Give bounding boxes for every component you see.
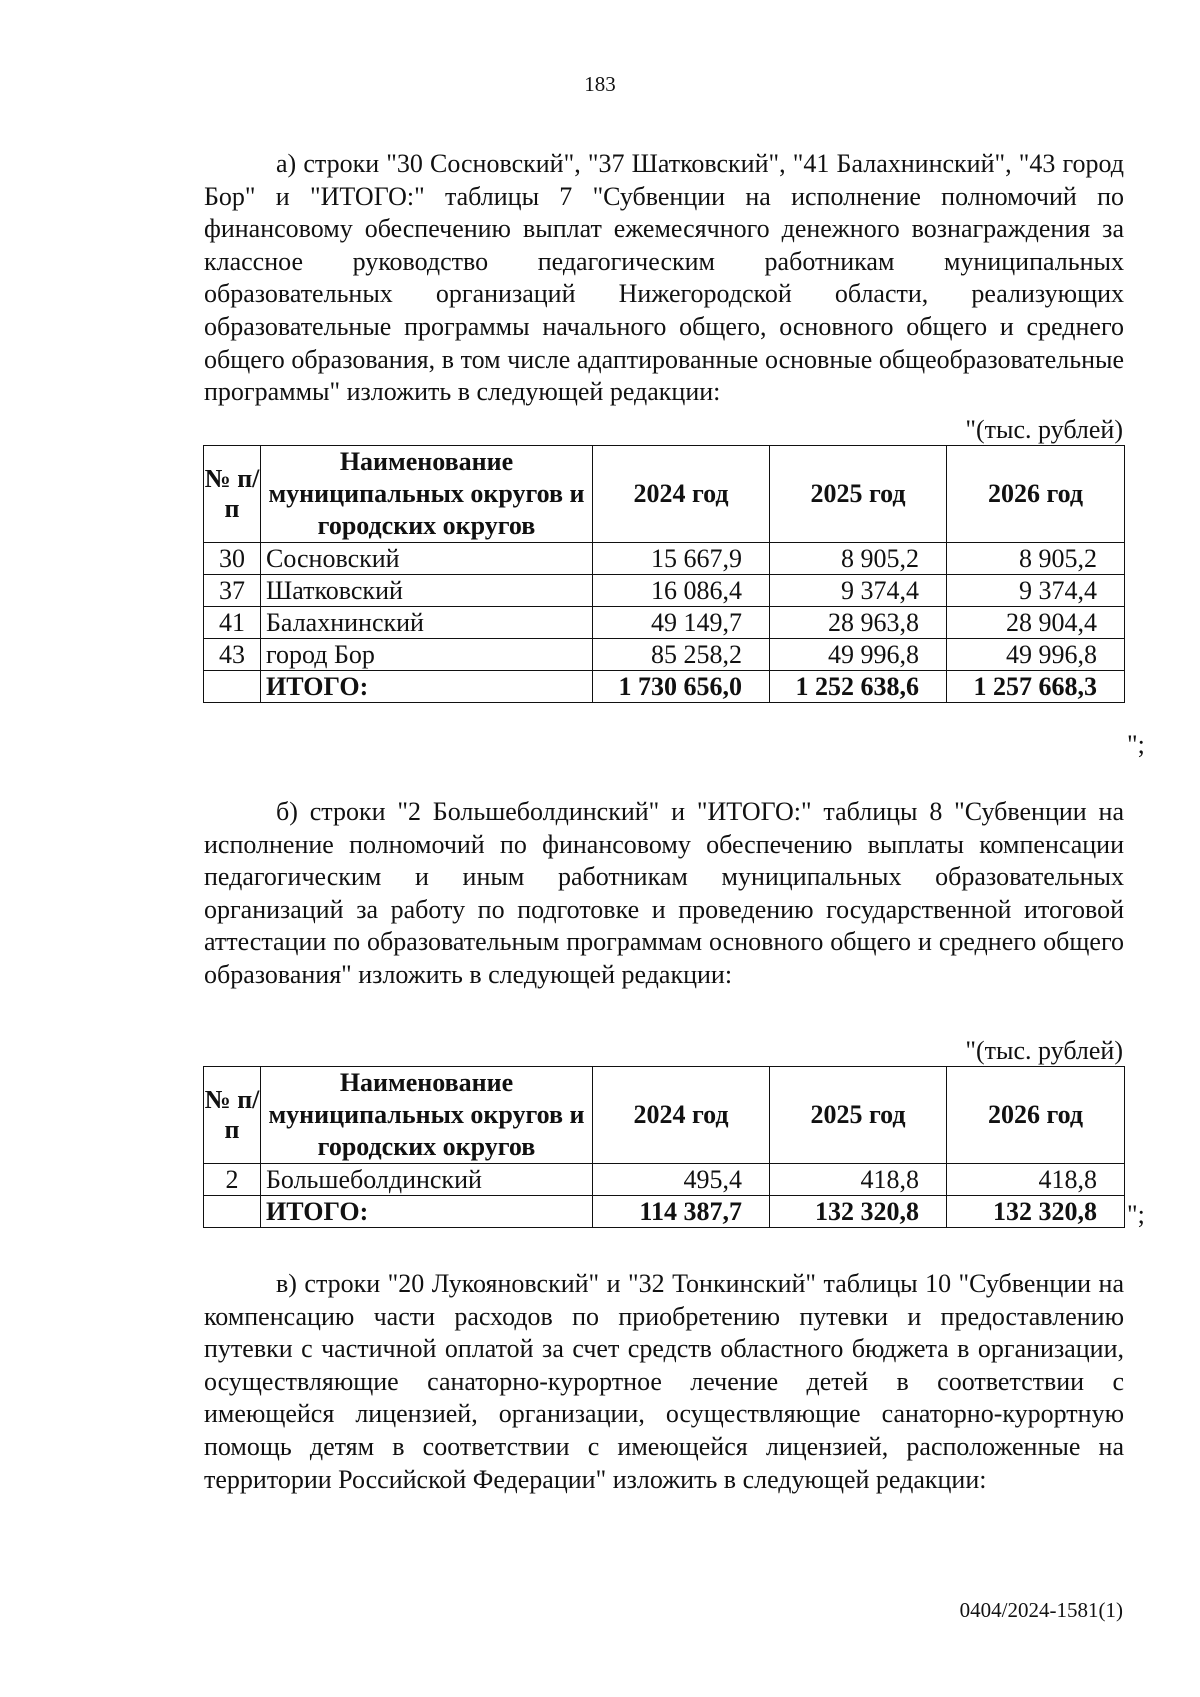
total-label: ИТОГО: [261,671,593,703]
paragraph-b: б) строки "2 Большеболдинский" и "ИТОГО:" таблицы 8 "Субвенции на исполнение полномочий по финансовому обеспечению выплаты компенсации педагогическим и иным работникам муниципальных образовательных организаций за работу по подготовке и проведению государственной итоговой аттестации по образовательным программам основного общего и среднего общего образования" изложить в следующей редакции: [204,797,1124,989]
row-2025: 49 996,8 [770,639,947,671]
table-header-row [204,1067,1125,1164]
row-num: 41 [204,607,261,639]
row-name: Большеболдинский [261,1164,593,1196]
header-2026: 2026 год [947,1067,1125,1164]
table-row [204,575,1125,607]
document-code: 0404/2024-1581(1) [959,1598,1123,1622]
table-row [204,639,1125,671]
total-2025: 132 320,8 [770,1196,947,1228]
row-2026: 418,8 [947,1164,1125,1196]
row-num: 30 [204,543,261,575]
row-2026: 28 904,4 [947,607,1125,639]
row-2025: 28 963,8 [770,607,947,639]
row-2025: 418,8 [770,1164,947,1196]
header-num: № п/п [204,1067,261,1164]
row-2026: 9 374,4 [947,575,1125,607]
total-2026: 1 257 668,3 [947,671,1125,703]
table-header-row [204,446,1125,543]
row-name: город Бор [261,639,593,671]
closing-quote-table-7: "; [1127,730,1145,759]
table-row [204,607,1125,639]
row-2025: 9 374,4 [770,575,947,607]
paragraph-c: в) строки "20 Лукояновский" и "32 Тонкинский" таблицы 10 "Субвенции на компенсацию части расходов по приобретению путевки и предоставлению путевки с частичной оплатой за счет средств областного бюджета в организации, осуществляющие санаторно-курортное лечение детей в соответствии с имеющейся лицензией, организации, осуществляющие санаторно-курортную помощь детям в соответствии с имеющейся лицензией, расположенные на территории Российской Федерации" изложить в следующей редакции: [204,1269,1124,1494]
row-2025: 8 905,2 [770,543,947,575]
units-label-table-8: "(тыс. рублей) [965,1036,1123,1065]
total-2025: 1 252 638,6 [770,671,947,703]
header-name: Наименование муниципальных округов и городских округов [261,446,593,543]
header-2024: 2024 год [593,446,770,543]
row-name: Сосновский [261,543,593,575]
header-2024: 2024 год [593,1067,770,1164]
header-2025: 2025 год [770,1067,947,1164]
table-7 [203,445,1125,703]
row-2024: 16 086,4 [593,575,770,607]
total-2024: 114 387,7 [593,1196,770,1228]
total-num-empty [204,1196,261,1228]
row-num: 43 [204,639,261,671]
row-name: Балахнинский [261,607,593,639]
row-num: 37 [204,575,261,607]
row-2024: 495,4 [593,1164,770,1196]
total-label: ИТОГО: [261,1196,593,1228]
table-total-row [204,1196,1125,1228]
units-label-table-7: "(тыс. рублей) [965,415,1123,444]
row-num: 2 [204,1164,261,1196]
header-name: Наименование муниципальных округов и городских округов [261,1067,593,1164]
header-2026: 2026 год [947,446,1125,543]
row-2024: 15 667,9 [593,543,770,575]
paragraph-a: а) строки "30 Сосновский", "37 Шатковский", "41 Балахнинский", "43 город Бор" и "ИТОГО:" таблицы 7 "Субвенции на исполнение полномочий по финансовому обеспечению выплат ежемесячного денежного вознаграждения за классное руководство педагогическим работникам муниципальных образовательных организаций Нижегородской области, реализующих образовательные программы начального общего, основного общего и среднего общего образования, в том числе адаптированные основные общеобразовательные программы" изложить в следующей редакции: [204,149,1124,407]
page-number: 183 [584,72,616,96]
table-total-row [204,671,1125,703]
row-2026: 49 996,8 [947,639,1125,671]
row-2024: 49 149,7 [593,607,770,639]
table-row [204,543,1125,575]
row-2026: 8 905,2 [947,543,1125,575]
closing-quote-table-8: "; [1127,1200,1145,1229]
table-row [204,1164,1125,1196]
row-name: Шатковский [261,575,593,607]
row-2024: 85 258,2 [593,639,770,671]
header-num: № п/п [204,446,261,543]
total-2026: 132 320,8 [947,1196,1125,1228]
table-8 [203,1066,1125,1228]
total-2024: 1 730 656,0 [593,671,770,703]
total-num-empty [204,671,261,703]
header-2025: 2025 год [770,446,947,543]
